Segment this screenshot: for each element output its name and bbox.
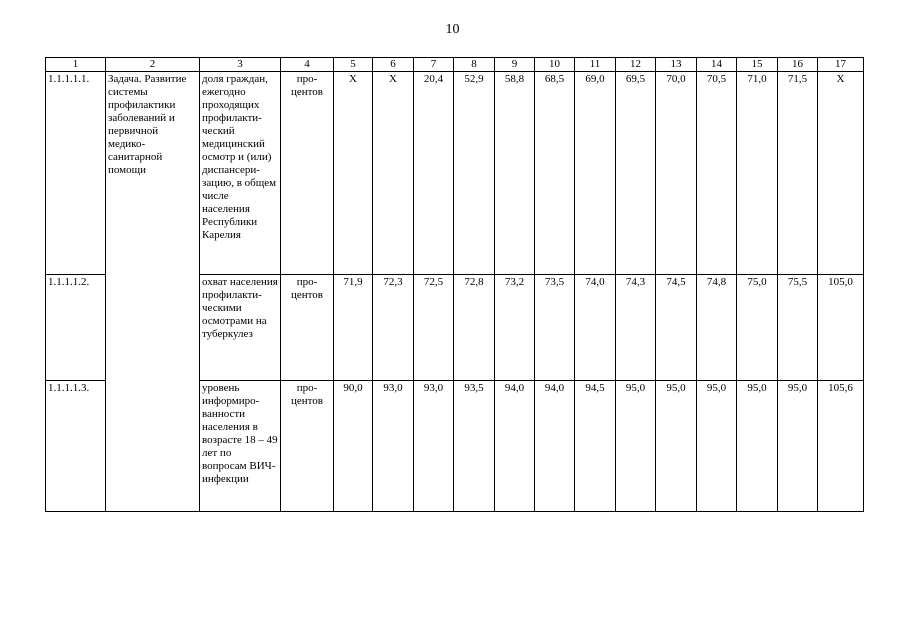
task-cell: Задача. Развитие системы профилактики заболеваний и первичной медико-санитарной помощи [106,72,200,512]
value-cell: 74,3 [616,275,656,381]
header-cell: 11 [575,58,616,72]
value-cell: 68,5 [535,72,575,275]
row-id-cell: 1.1.1.1.2. [46,275,106,381]
value-cell: 75,0 [737,275,778,381]
indicator-cell: охват населения профилакти-ческими осмотрами на туберкулез [200,275,281,381]
value-cell: 71,0 [737,72,778,275]
value-cell: 93,0 [414,381,454,512]
unit-cell: про-центов [281,381,334,512]
value-cell: Х [334,72,373,275]
value-cell: 94,5 [575,381,616,512]
row-id-cell: 1.1.1.1.1. [46,72,106,275]
header-cell: 10 [535,58,575,72]
value-cell: 95,0 [616,381,656,512]
value-cell: 75,5 [778,275,818,381]
header-cell: 14 [697,58,737,72]
value-cell: 94,0 [495,381,535,512]
header-cell: 17 [818,58,864,72]
header-cell: 16 [778,58,818,72]
value-cell: Х [373,72,414,275]
header-cell: 13 [656,58,697,72]
header-cell: 6 [373,58,414,72]
value-cell: 73,5 [535,275,575,381]
header-cell: 15 [737,58,778,72]
indicator-cell: уровень информиро-ванности населения в возрасте 18 – 49 лет по вопросам ВИЧ-инфекции [200,381,281,512]
value-cell: 70,0 [656,72,697,275]
header-cell: 5 [334,58,373,72]
value-cell: 105,6 [818,381,864,512]
indicator-cell: доля граждан, ежегодно проходящих профилакти-ческий медицинский осмотр и (или) диспансери-зацию, в общем числе населения Республики Карелия [200,72,281,275]
value-cell: 74,5 [656,275,697,381]
table-header-row [46,58,864,72]
value-cell: 95,0 [656,381,697,512]
header-cell: 2 [106,58,200,72]
value-cell: 20,4 [414,72,454,275]
value-cell: 95,0 [697,381,737,512]
value-cell: 74,0 [575,275,616,381]
value-cell: 74,8 [697,275,737,381]
value-cell: 73,2 [495,275,535,381]
value-cell: 90,0 [334,381,373,512]
header-cell: 12 [616,58,656,72]
value-cell: 52,9 [454,72,495,275]
page-number: 10 [445,22,460,37]
value-cell: 105,0 [818,275,864,381]
table-row [46,72,864,275]
unit-cell: про-центов [281,72,334,275]
value-cell: 94,0 [535,381,575,512]
value-cell: 69,0 [575,72,616,275]
header-cell: 9 [495,58,535,72]
value-cell: 72,8 [454,275,495,381]
value-cell: 72,3 [373,275,414,381]
value-cell: 95,0 [737,381,778,512]
header-cell: 3 [200,58,281,72]
value-cell: 93,0 [373,381,414,512]
value-cell: 93,5 [454,381,495,512]
indicators-table [45,57,864,512]
value-cell: Х [818,72,864,275]
header-cell: 8 [454,58,495,72]
unit-cell: про-центов [281,275,334,381]
value-cell: 72,5 [414,275,454,381]
row-id-cell: 1.1.1.1.3. [46,381,106,512]
value-cell: 95,0 [778,381,818,512]
value-cell: 58,8 [495,72,535,275]
header-cell: 7 [414,58,454,72]
value-cell: 69,5 [616,72,656,275]
header-cell: 4 [281,58,334,72]
value-cell: 70,5 [697,72,737,275]
value-cell: 71,9 [334,275,373,381]
value-cell: 71,5 [778,72,818,275]
header-cell: 1 [46,58,106,72]
